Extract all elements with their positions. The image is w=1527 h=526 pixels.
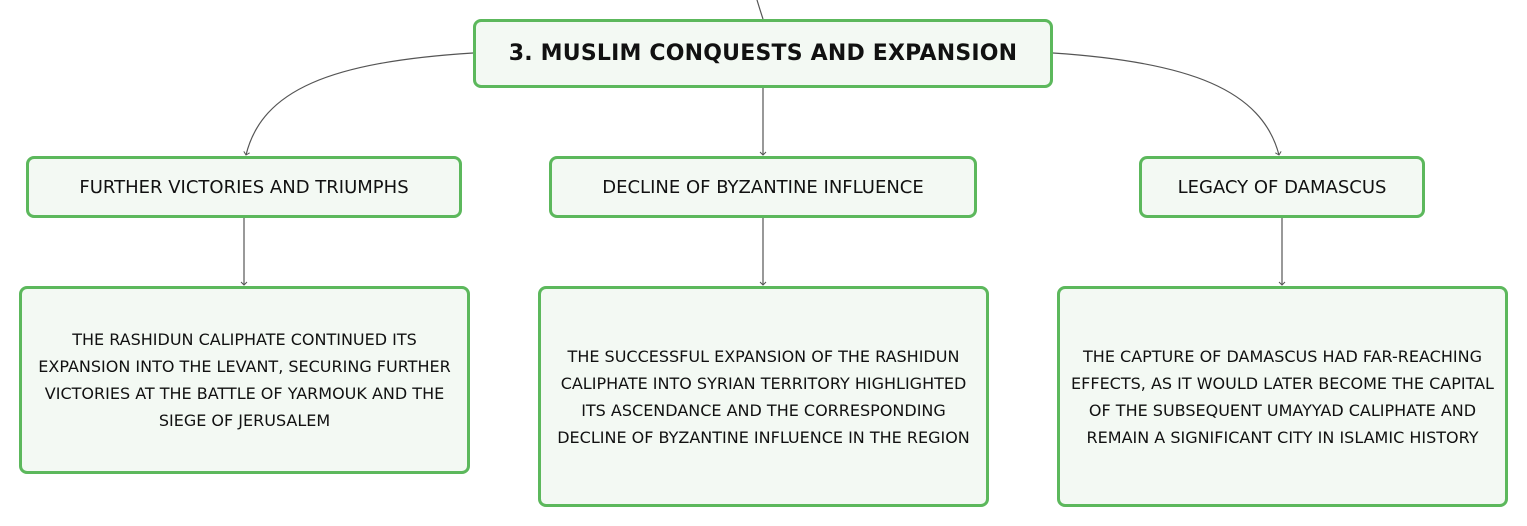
branch-node-further-victories[interactable] <box>26 156 462 218</box>
detail-text: THE RASHIDUN CALIPHATE CONTINUED ITS EXPANSION INTO THE LEVANT, SECURING FURTHER VICTORIES AT THE BATTLE OF YARMOUK AND THE SIEGE OF JERUSALEM <box>38 330 451 430</box>
branch-node-byzantine-decline[interactable] <box>549 156 977 218</box>
connector-root-to-branch-1 <box>246 53 473 155</box>
root-topic-node[interactable] <box>473 19 1053 88</box>
branch-node-legacy-of-damascus[interactable] <box>1139 156 1425 218</box>
detail-node-legacy-of-damascus[interactable] <box>1057 286 1508 507</box>
branch-label: FURTHER VICTORIES AND TRIUMPHS <box>79 176 409 198</box>
detail-node-byzantine-decline[interactable] <box>538 286 989 507</box>
detail-text: THE SUCCESSFUL EXPANSION OF THE RASHIDUN CALIPHATE INTO SYRIAN TERRITORY HIGHLIGHTED ITS ASCENDANCE AND THE CORRESPONDING DECLINE OF BYZANTINE INFLUENCE IN THE REGION <box>557 346 970 447</box>
connector-root-to-branch-3 <box>1053 53 1279 155</box>
detail-text: THE CAPTURE OF DAMASCUS HAD FAR-REACHING EFFECTS, AS IT WOULD LATER BECOME THE CAPITAL OF THE SUBSEQUENT UMAYYAD CALIPHATE AND REMAIN A SIGNIFICANT CITY IN ISLAMIC HISTORY <box>1071 346 1494 447</box>
connector-parent-to-root <box>757 0 763 19</box>
detail-node-further-victories[interactable] <box>19 286 470 474</box>
branch-label: LEGACY OF DAMASCUS <box>1177 176 1387 198</box>
root-topic-label: 3. MUSLIM CONQUESTS AND EXPANSION <box>508 41 1018 66</box>
branch-label: DECLINE OF BYZANTINE INFLUENCE <box>602 176 924 198</box>
